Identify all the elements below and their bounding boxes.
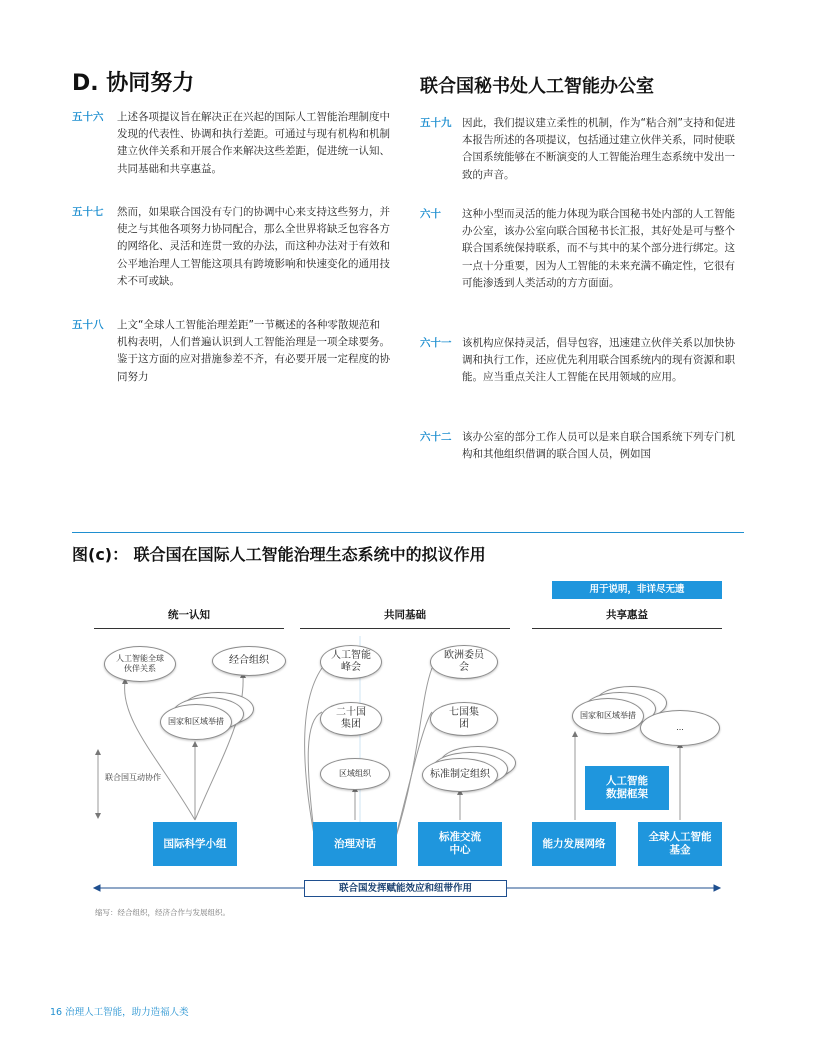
- section-heading: D. 协同努力: [72, 71, 195, 96]
- paragraph-text: 然而，如果联合国没有专门的协调中心来支持这些努力，并使之与其他各项努力协同配合，那么全世界将缺乏包容各方的网络化、灵活和连贯一致的办法，而这种办法对于有效和公平地治理人工智能这项具有跨境影响和快速变化的通用技术不可或缺。: [117, 206, 390, 287]
- gpai-pill: 人工智能全球伙伴关系: [104, 646, 176, 682]
- policy-dialogue-box: 治理对话: [313, 822, 397, 866]
- paragraph-text: 上文“全球人工智能治理差距”一节概述的各种零散规范和机构表明，人们普遍认识到人工智能治理是一项全球要务。鉴于这方面的应对措施参差不齐，有必要开展一定程度的协同努力: [117, 319, 390, 383]
- paragraph-number: 六十二: [420, 431, 452, 443]
- scientific-panel-box: 国际科学小组: [153, 822, 237, 866]
- page-footer: 16 治理人工智能，助力造福人类: [50, 1007, 189, 1018]
- paragraph-text: 这种小型而灵活的能力体现为联合国秘书处内部的人工智能办公室，该办公室向联合国秘书长汇报，其好处是可与整个联合国系统保持联系，而不与其中的某个部分进行绑定。这一点十分重要，因为人工智能的未来充满不确定性，它很有可能渗透到人类活动的方方面面。: [462, 208, 735, 289]
- paragraph-number: 五十八: [72, 319, 104, 331]
- paragraph-number: 五十七: [72, 206, 104, 218]
- arrowhead: [714, 885, 720, 891]
- paragraph-number: 六十一: [420, 337, 452, 349]
- national-initiatives-pill: 国家和区域举措: [160, 704, 232, 740]
- arrowhead: [572, 731, 578, 737]
- oecd-pill: 经合组织: [212, 646, 286, 676]
- arrowhead: [192, 741, 198, 747]
- g7-pill: 七国集团: [430, 702, 498, 736]
- enabling-role-band: 联合国发挥赋能效应和纽带作用: [304, 880, 507, 897]
- sdo-pill: 标准制定组织: [422, 758, 498, 792]
- ellipsis-pill: ...: [640, 710, 720, 746]
- global-fund-box: 全球人工智能基金: [638, 822, 722, 866]
- eu-commission-pill: 欧洲委员会: [430, 645, 498, 679]
- regional-orgs-pill: 区域组织: [320, 758, 390, 790]
- paragraph-text: 上述各项提议旨在解决正在兴起的国际人工智能治理制度中发现的代表性、协调和执行差距。可通过与现有机构和机制建立伙伴关系和开展合作来解决这些差距，促进统一认知、共同基础和共享惠益。: [117, 111, 390, 175]
- column-heading-common-understanding: 统一认知: [168, 609, 210, 621]
- subsection-heading: 联合国秘书处人工智能办公室: [420, 76, 654, 97]
- un-interaction-label: 联合国互动协作: [105, 773, 161, 782]
- arrowhead: [95, 749, 101, 755]
- paragraph-number: 五十六: [72, 111, 104, 123]
- ai-summit-pill: 人工智能峰会: [320, 645, 382, 679]
- paragraph-number: 五十九: [420, 117, 452, 129]
- figure-title: 图(c)： 联合国在国际人工智能治理生态系统中的拟议作用: [72, 545, 486, 564]
- column-heading-common-ground: 共同基础: [384, 609, 426, 621]
- paragraph-text: 该办公室的部分工作人员可以是来自联合国系统下列专门机构和其他组织借调的联合国人员，例如国: [462, 431, 735, 461]
- paragraph-number: 六十: [420, 208, 441, 220]
- connector-line: [305, 668, 322, 840]
- capacity-network-box: 能力发展网络: [532, 822, 616, 866]
- arrowhead: [94, 885, 100, 891]
- g20-pill: 二十国集团: [320, 702, 382, 736]
- standards-exchange-box: 标准交流中心: [418, 822, 502, 866]
- column-heading-shared-benefits: 共享惠益: [606, 609, 648, 621]
- data-framework-box: 人工智能数据框架: [585, 766, 669, 810]
- paragraph-text: 因此，我们提议建立柔性的机制，作为“粘合剂”支持和促进本报告所述的各项提议，包括通过建立伙伴关系，同时使联合国系统能够在不断演变的人工智能治理生态系统中发出一致的声音。: [462, 117, 736, 181]
- arrowhead: [95, 813, 101, 819]
- national-initiatives-pill-right: 国家和区域举措: [572, 698, 644, 734]
- connector-line: [395, 668, 432, 840]
- illustrative-note-badge: 用于说明，非详尽无遗: [552, 581, 722, 599]
- abbreviation-note: 缩写：经合组织，经济合作与发展组织。: [95, 908, 230, 917]
- paragraph-text: 该机构应保持灵活，倡导包容，迅速建立伙伴关系以加快协调和执行工作，还应优先利用联合国系统内的现有资源和职能。应当重点关注人工智能在民用领域的应用。: [462, 337, 735, 384]
